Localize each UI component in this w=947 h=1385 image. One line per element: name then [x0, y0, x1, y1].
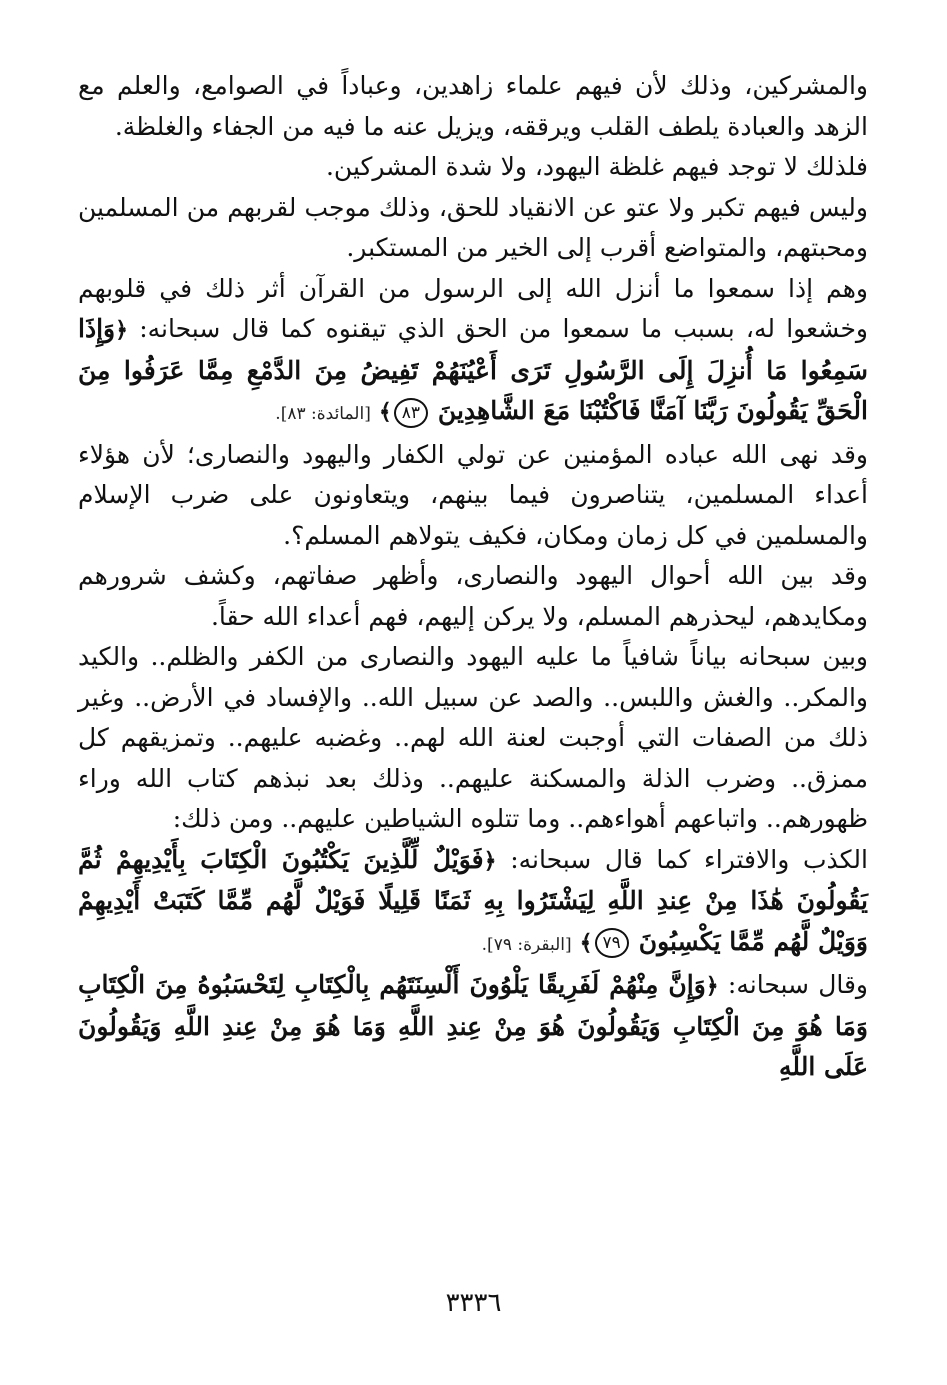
paragraph-5 [78, 435, 868, 557]
paragraph-text: وبين سبحانه بياناً شافياً ما عليه اليهود والنصارى من الكفر والظلم.. والكيد والمكر.. والغش واللبس.. والصد عن سبيل الله.. والإفساد في الأرض.. وغير ذلك من الصفات التي أوجبت لعنة الله لهم.. وغضبه عليهم.. وتمزيقهم كل ممزق.. وضرب الذلة والمسكنة عليهم.. وذلك بعد نبذهم كتاب الله وراء ظهورهم.. واتباعهم أهواءهم.. وما تتلوه الشياطين عليهم.. ومن ذلك: [78, 642, 868, 833]
paragraph-text: وهم إذا سمعوا ما أنزل الله إلى الرسول من القرآن أثر ذلك في قلوبهم وخشعوا له، بسبب ما سمعوا من الحق الذي تيقنوه كما قال سبحانه: [78, 273, 868, 343]
paragraph-text: والمشركين، وذلك لأن فيهم علماء زاهدين، وعباداً في الصوامع، والعلم مع الزهد والعبادة يلطف القلب ويرققه، ويزيل عنه ما فيه من الجفاء والغلظة. [78, 71, 868, 141]
verse-reference: [المائدة: ٨٣]. [275, 404, 371, 424]
paragraph-7 [78, 637, 868, 840]
quran-verse: وَإِذَا سَمِعُوا مَا أُنزِلَ إِلَى الرَّسُولِ تَرَى أَعْيُنَهُمْ تَفِيضُ مِنَ الدَّمْعِ مِمَّا عَرَفُوا مِنَ الْحَقِّ يَقُولُونَ رَبَّنَا آمَنَّا فَاكْتُبْنَا مَعَ الشَّاهِدِينَ [78, 314, 868, 425]
page-number: ٣٣٣٦ [445, 1288, 502, 1318]
paragraph-1 [78, 66, 868, 147]
verse-close-bracket: ﴾ [579, 929, 593, 956]
paragraph-3 [78, 188, 868, 269]
paragraph-4 [78, 269, 868, 435]
paragraph-text: وقد نهى الله عباده المؤمنين عن تولي الكفار واليهود والنصارى؛ لأن هؤلاء أعداء المسلمين، يتناصرون فيما بينهم، ويتعاونون على ضرب الإسلام والمسلمين في كل زمان ومكان، فكيف يتولاهم المسلم؟. [78, 439, 868, 550]
quran-verse: فَوَيْلٌ لِّلَّذِينَ يَكْتُبُونَ الْكِتَابَ بِأَيْدِيهِمْ ثُمَّ يَقُولُونَ هَٰذَا مِنْ عِندِ اللَّهِ لِيَشْتَرُوا بِهِ ثَمَنًا قَلِيلًا فَوَيْلٌ لَّهُم مِّمَّا كَتَبَتْ أَيْدِيهِمْ وَوَيْلٌ لَّهُم مِّمَّا يَكْسِبُونَ [78, 844, 868, 956]
paragraph-8 [78, 840, 868, 966]
paragraph-text: وليس فيهم تكبر ولا عتو عن الانقياد للحق، وذلك موجب لقربهم من المسلمين ومحبتهم، والمتواضع أقرب إلى الخير من المستكبر. [78, 192, 868, 262]
paragraph-text: فلذلك لا توجد فيهم غلظة اليهود، ولا شدة المشركين. [325, 152, 868, 181]
paragraph-2 [78, 147, 868, 188]
paragraph-text: وقال سبحانه: [727, 970, 868, 999]
quran-verse: وَإِنَّ مِنْهُمْ لَفَرِيقًا يَلْوُونَ أَلْسِنَتَهُم بِالْكِتَابِ لِتَحْسَبُوهُ مِنَ الْكِتَابِ وَمَا هُوَ مِنَ الْكِتَابِ وَيَقُولُونَ هُوَ مِنْ عِندِ اللَّهِ وَمَا هُوَ مِنْ عِندِ اللَّهِ وَيَقُولُونَ عَلَى اللَّهِ [78, 970, 868, 1081]
ayah-number-marker: ٧٩ [595, 928, 629, 958]
paragraph-text: الكذب والافتراء كما قال سبحانه: [510, 844, 868, 874]
paragraph-9 [78, 965, 868, 1088]
verse-open-bracket: ﴿ [115, 317, 128, 343]
verse-open-bracket: ﴿ [483, 847, 497, 874]
paragraph-6 [78, 556, 868, 637]
paragraph-text: وقد بين الله أحوال اليهود والنصارى، وأظهر صفاتهم، وكشف شرورهم ومكايدهم، ليحذرهم المسلم، ولا يركن إليهم، فهم أعداء الله حقاً. [78, 561, 868, 631]
page-body [78, 66, 868, 1088]
verse-open-bracket: ﴿ [705, 973, 719, 999]
verse-close-bracket: ﴾ [378, 399, 392, 425]
verse-reference: [البقرة: ٧٩]. [481, 934, 572, 955]
ayah-number-marker: ٨٣ [394, 398, 428, 428]
